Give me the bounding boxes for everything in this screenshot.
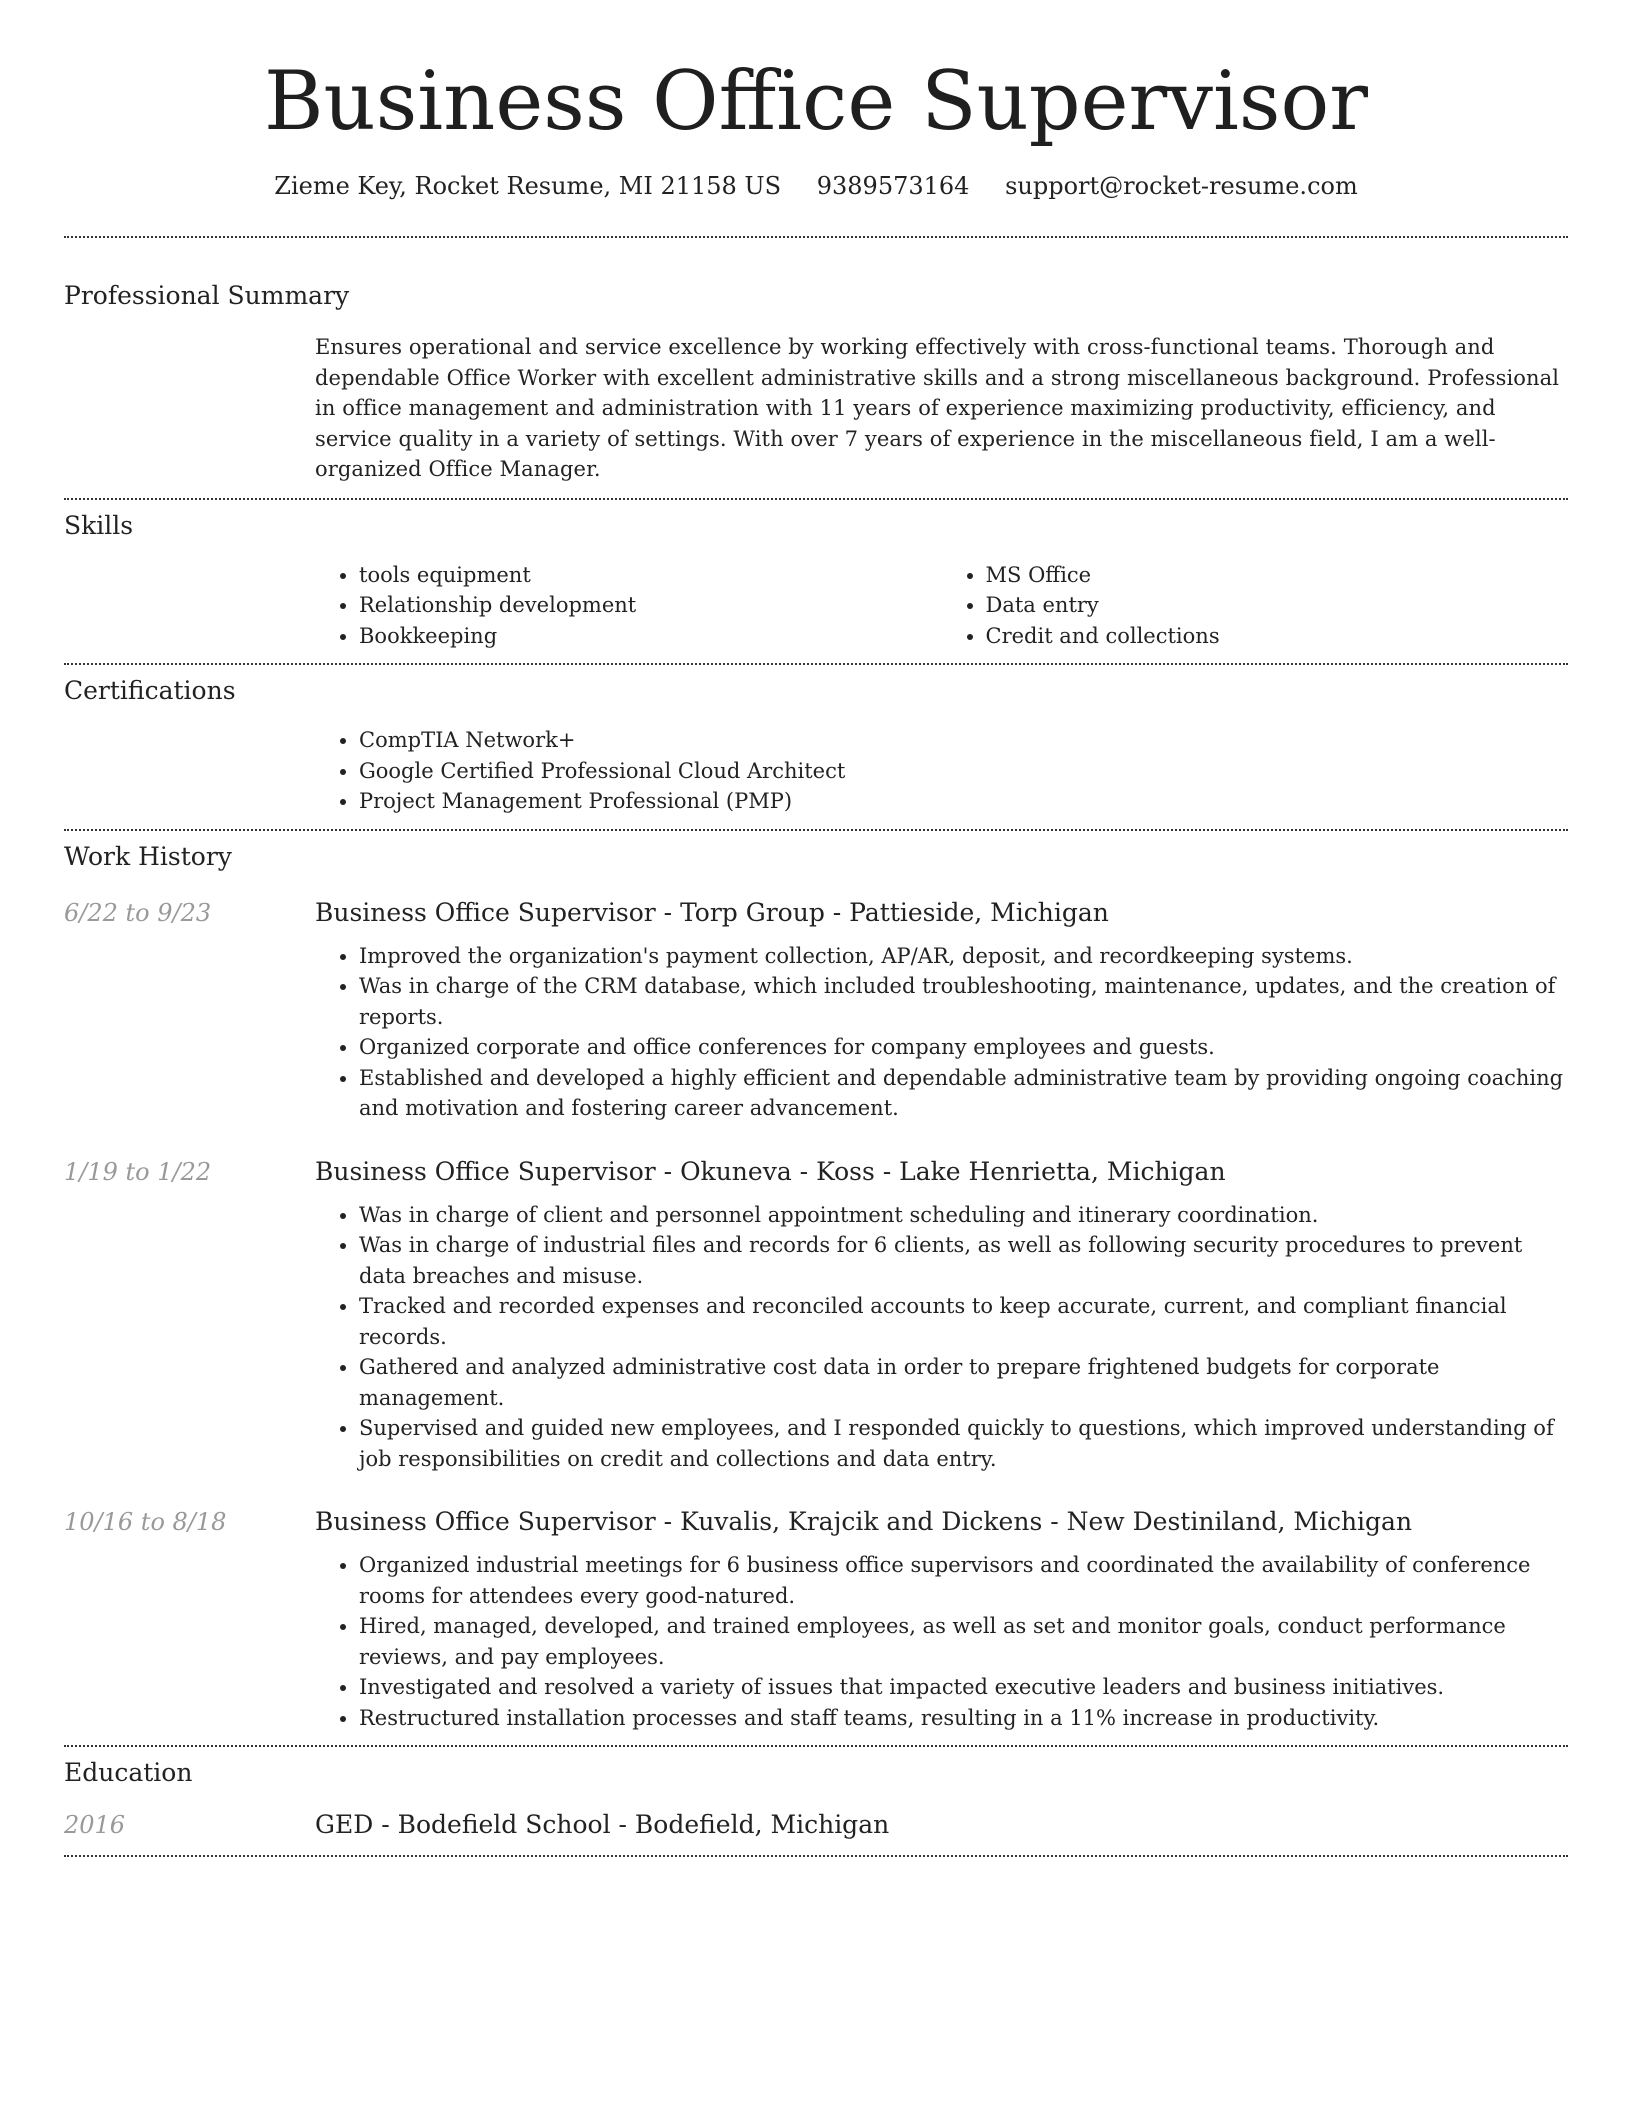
list-item: • Restructured installation processes and staff teams, resulting in a 11% increase in productivity.: [359, 1703, 1568, 1734]
job-dates: 1/19 to 1/22: [64, 1157, 212, 1186]
job-entry: [64, 1506, 1568, 1733]
summary-text: Ensures operational and service excellence by working effectively with cross-functional teams. Thorough and dependable Office Worker with excellent administrative skills and a strong miscellaneous background. Professional in office management and administration with 11 years of experience maximizing productivity, efficiency, and service quality in a variety of settings. With over 7 years of experience in the miscellaneous field, I am a well-organized Office Manager.: [315, 335, 1560, 481]
job-entry: [64, 1156, 1568, 1475]
list-item: • MS Office: [986, 560, 1569, 591]
list-item: • CompTIA Network+: [359, 725, 1568, 756]
education-heading: GED - Bodefield School - Bodefield, Michigan: [315, 1810, 890, 1839]
list-item: • Data entry: [986, 590, 1569, 621]
resume-name: Business Office Supervisor: [264, 55, 1368, 149]
list-item: • Bookkeeping: [359, 621, 942, 652]
section-title-summary: Professional Summary: [64, 281, 350, 310]
list-item: • Tracked and recorded expenses and reconciled accounts to keep accurate, current, and compliant financial records.: [359, 1291, 1568, 1352]
skills-list: [315, 560, 1568, 652]
list-item: • Credit and collections: [986, 621, 1569, 652]
divider: [64, 663, 1568, 665]
divider: [64, 829, 1568, 831]
contact-phone: 9389573164: [816, 172, 970, 200]
section-title-certifications: Certifications: [64, 676, 236, 705]
list-item: • Was in charge of client and personnel appointment scheduling and itinerary coordination.: [359, 1200, 1568, 1231]
list-item: • Was in charge of industrial files and records for 6 clients, as well as following security procedures to prevent data breaches and misuse.: [359, 1230, 1568, 1291]
job-heading: Business Office Supervisor - Kuvalis, Krajcik and Dickens - New Destiniland, Michigan: [315, 1507, 1413, 1536]
list-item: • Was in charge of the CRM database, which included troubleshooting, maintenance, updates, and the creation of reports.: [359, 971, 1568, 1032]
list-item: • Supervised and guided new employees, and I responded quickly to questions, which improved understanding of job responsibilities on credit and collections and data entry.: [359, 1413, 1568, 1474]
list-item: • Google Certified Professional Cloud Architect: [359, 756, 1568, 787]
divider: [64, 498, 1568, 500]
job-heading: Business Office Supervisor - Torp Group - Pattieside, Michigan: [315, 897, 1109, 927]
job-heading: Business Office Supervisor - Okuneva - Koss - Lake Henrietta, Michigan: [315, 1156, 1226, 1186]
education-entry: [64, 1809, 1568, 1841]
list-item: • Improved the organization's payment collection, AP/AR, deposit, and recordkeeping systems.: [359, 941, 1568, 972]
skills-column-right: [942, 560, 1569, 652]
list-item: • Project Management Professional (PMP): [359, 786, 1568, 817]
list-item: • Organized industrial meetings for 6 business office supervisors and coordinated the availability of conference rooms for attendees every good-natured.: [359, 1550, 1568, 1611]
job-bullets: [315, 1200, 1568, 1475]
contact-address: Zieme Key, Rocket Resume, MI 21158 US: [274, 172, 782, 200]
job-entry: [64, 897, 1568, 1124]
divider: [64, 236, 1568, 238]
list-item: • Gathered and analyzed administrative cost data in order to prepare frightened budgets for corporate management.: [359, 1352, 1568, 1413]
job-bullets: [315, 941, 1568, 1124]
list-item: • Investigated and resolved a variety of issues that impacted executive leaders and business initiatives.: [359, 1672, 1568, 1703]
job-dates: 10/16 to 8/18: [64, 1508, 227, 1536]
list-item: • Relationship development: [359, 590, 942, 621]
list-item: • Established and developed a highly efficient and dependable administrative team by providing ongoing coaching and motivation and fostering career advancement.: [359, 1063, 1568, 1124]
skills-column-left: [315, 560, 942, 652]
section-title-work-history: Work History: [64, 841, 232, 871]
divider: [64, 1855, 1568, 1857]
certifications-list: [315, 725, 1568, 817]
divider: [64, 1745, 1568, 1747]
contact-line: [64, 170, 1568, 202]
contact-email: support@rocket-resume.com: [1005, 172, 1358, 200]
list-item: • tools equipment: [359, 560, 942, 591]
section-title-education: Education: [64, 1758, 193, 1787]
list-item: • Hired, managed, developed, and trained employees, as well as set and monitor goals, conduct performance reviews, and pay employees.: [359, 1611, 1568, 1672]
section-title-skills: Skills: [64, 510, 134, 540]
list-item: • Organized corporate and office conferences for company employees and guests.: [359, 1032, 1568, 1063]
job-bullets: [315, 1550, 1568, 1733]
job-dates: 6/22 to 9/23: [64, 898, 212, 927]
education-date: 2016: [64, 1811, 126, 1839]
resume-page: [64, 0, 1568, 1857]
